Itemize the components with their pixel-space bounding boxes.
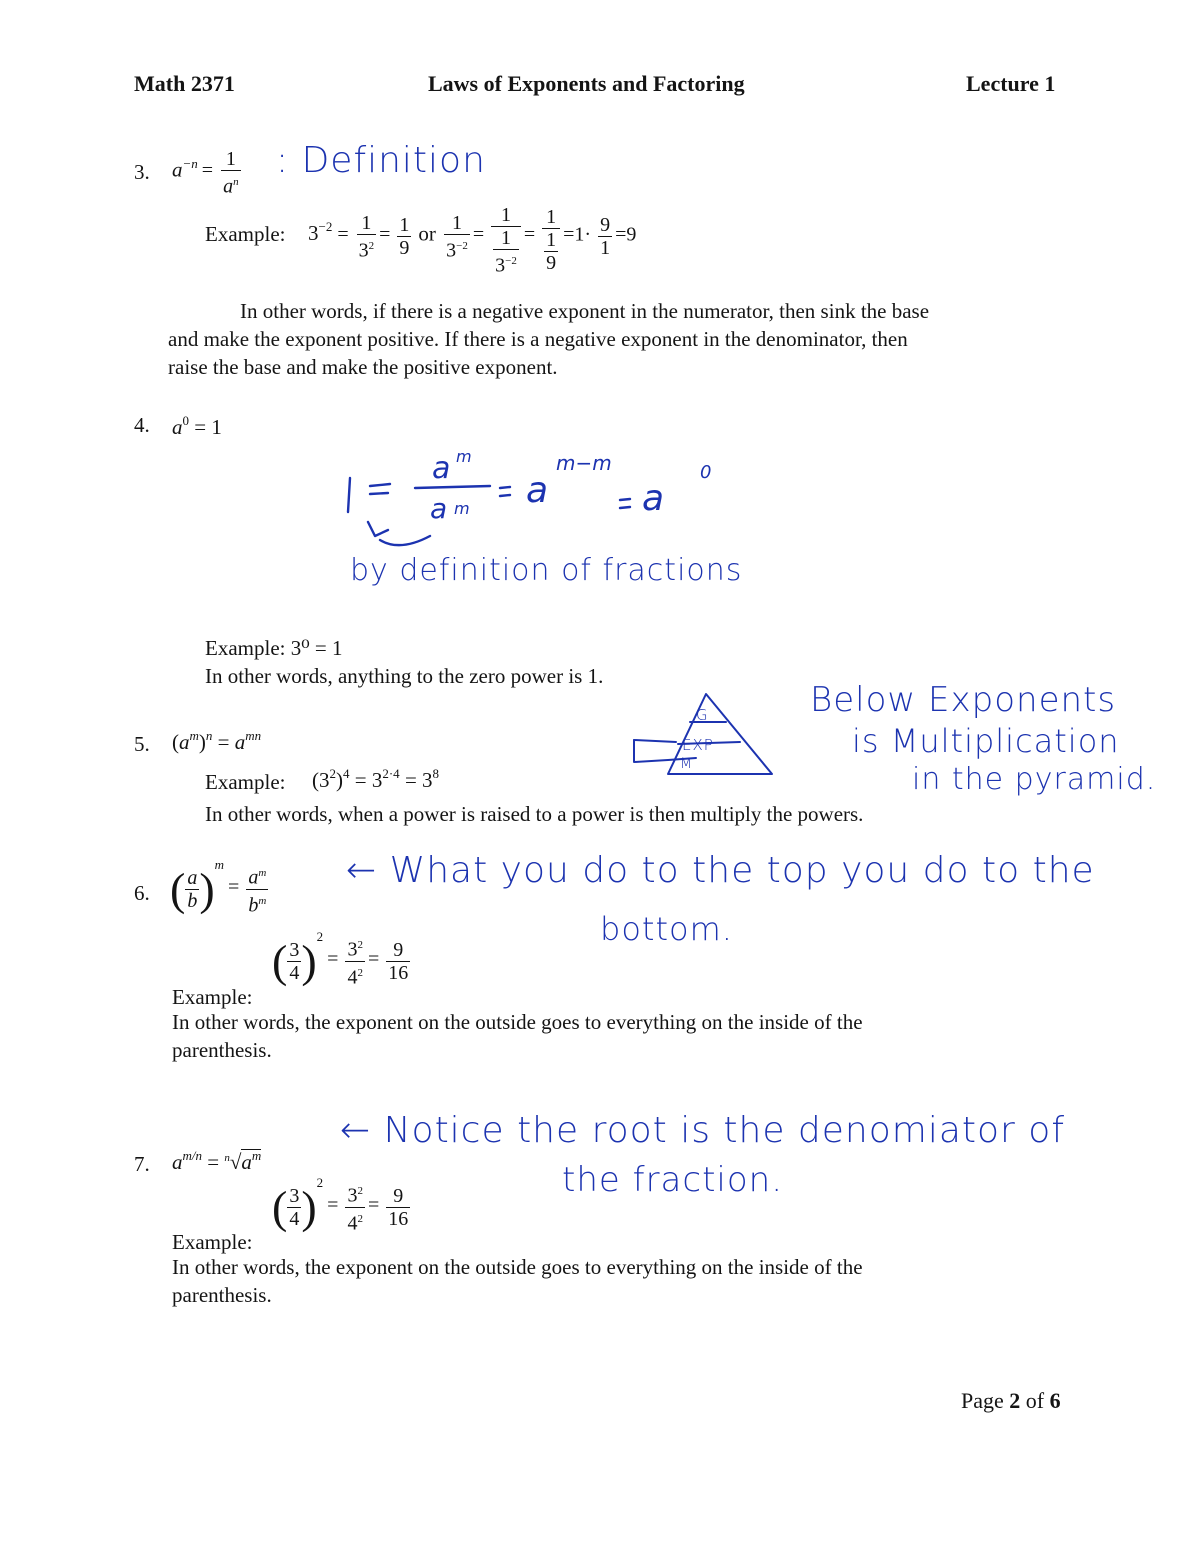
- rule-7-example-equation: ( $\frac{3}{4}$ )$^2$ = $\frac{3^2}{4^2}$ = $\frac{9}{16}$: [272, 1174, 409, 1235]
- svg-text:a: a: [432, 451, 451, 486]
- rule-4-annotation: by definition of fractions: [350, 553, 743, 588]
- rule-7-example-label: Example:: [172, 1230, 253, 1254]
- rule-5-formula: $(a^m)^n = a^{mn}$: [172, 728, 262, 754]
- rule-3-formula: $a^{-n}$ = $\frac{1}{a^n}$: [172, 148, 239, 198]
- rule-7-formula: $a^{m/n} = ^n√a^m$: [172, 1148, 262, 1174]
- rule-6-note-line-2: parenthesis.: [172, 1038, 272, 1062]
- rule-4-formula: $a^0 = 1$: [172, 413, 222, 439]
- rule-7-note-line-1: In other words, the exponent on the outside goes to everything on the inside of the: [172, 1255, 863, 1279]
- rule-3-note-line-1: In other words, if there is a negative exponent in the numerator, then sink the base: [240, 299, 930, 323]
- rule-6-formula: ( $\frac{a}{b}$ )$^m$ = $\frac{a^m}{b^m}$: [170, 856, 267, 917]
- rule-3-annotation: : Definition: [276, 140, 486, 181]
- rule-7-note-line-2: parenthesis.: [172, 1283, 272, 1307]
- svg-text:m: m: [456, 447, 472, 466]
- lecture-label: Lecture 1: [966, 71, 1056, 96]
- rule-3-note-line-2: and make the exponent positive. If there is a negative exponent in the denominator, then: [168, 327, 908, 351]
- svg-text:a: a: [430, 492, 448, 525]
- rule-5-annotation-line-1: Below Exponents: [810, 680, 1117, 720]
- course-name: Math 2371: [134, 71, 235, 96]
- svg-text:0: 0: [700, 462, 712, 483]
- rule-5-number: 5.: [134, 732, 150, 756]
- rule-7-number: 7.: [134, 1152, 150, 1176]
- rule-6-annotation-line-1: ← What you do to the top you do to the: [346, 850, 1095, 891]
- rule-3-example-equation: $3^{-2}$ = $\frac{1}{3^2}$ = $\frac{1}{9}$ or $\frac{1}{3^{-2}}$ = $\frac{1}{\frac{1}{3^{-2}}}$ = $\frac{1}{\frac{1}{9}}$ =1· $\frac{9}{1}$ =9: [308, 204, 637, 277]
- rule-4-handwritten-derivation: [330, 440, 750, 555]
- rule-3-note-line-3: raise the base and make the positive exponent.: [168, 355, 558, 379]
- rule-5-annotation-line-3: in the pyramid.: [912, 762, 1157, 797]
- svg-text:m−m: m−m: [556, 451, 612, 475]
- pyramid-label-top: G: [696, 706, 709, 724]
- rule-4-number: 4.: [134, 413, 150, 437]
- rule-7-annotation-line-1: ← Notice the root is the denomiator of: [340, 1110, 1065, 1151]
- document-title: Laws of Exponents and Factoring: [428, 71, 745, 96]
- rule-7-annotation-line-2: the fraction.: [562, 1160, 784, 1200]
- svg-text:a: a: [526, 470, 549, 511]
- svg-text:m: m: [454, 499, 470, 518]
- rule-6-example-equation: ( $\frac{3}{4}$ )$^2$ = $\frac{3^2}{4^2}$ = $\frac{9}{16}$: [272, 928, 409, 989]
- rule-4-example: Example: 3⁰ = 1: [205, 636, 343, 660]
- rule-6-annotation-line-2: bottom.: [600, 910, 733, 948]
- pyramid-label-bottom: M: [680, 756, 694, 772]
- rule-5-example-equation: $(3^2)^4 = 3^{2\cdot 4} = 3^8$: [312, 766, 440, 792]
- page-number: [961, 1388, 1061, 1414]
- rule-6-example-label: Example:: [172, 985, 253, 1009]
- page-total: 6: [1049, 1388, 1061, 1413]
- pyramid-label-middle: EXP: [682, 736, 714, 754]
- rule-5-example-label: Example:: [205, 770, 286, 794]
- svg-text:a: a: [642, 478, 665, 519]
- rule-3-number: 3.: [134, 160, 150, 184]
- rule-6-note-line-1: In other words, the exponent on the outside goes to everything on the inside of the: [172, 1010, 863, 1034]
- page-current: 2: [1009, 1388, 1021, 1413]
- rule-5-annotation-line-2: is Multiplication: [852, 722, 1120, 760]
- page-label: Page: [961, 1388, 1004, 1413]
- pyramid-diagram: [628, 688, 778, 780]
- rule-4-note: In other words, anything to the zero power is 1.: [205, 664, 604, 688]
- rule-6-number: 6.: [134, 881, 150, 905]
- page-of: of: [1025, 1388, 1045, 1413]
- rule-5-note: In other words, when a power is raised to a power is then multiply the powers.: [205, 802, 864, 826]
- rule-3-example-label: Example:: [205, 222, 286, 246]
